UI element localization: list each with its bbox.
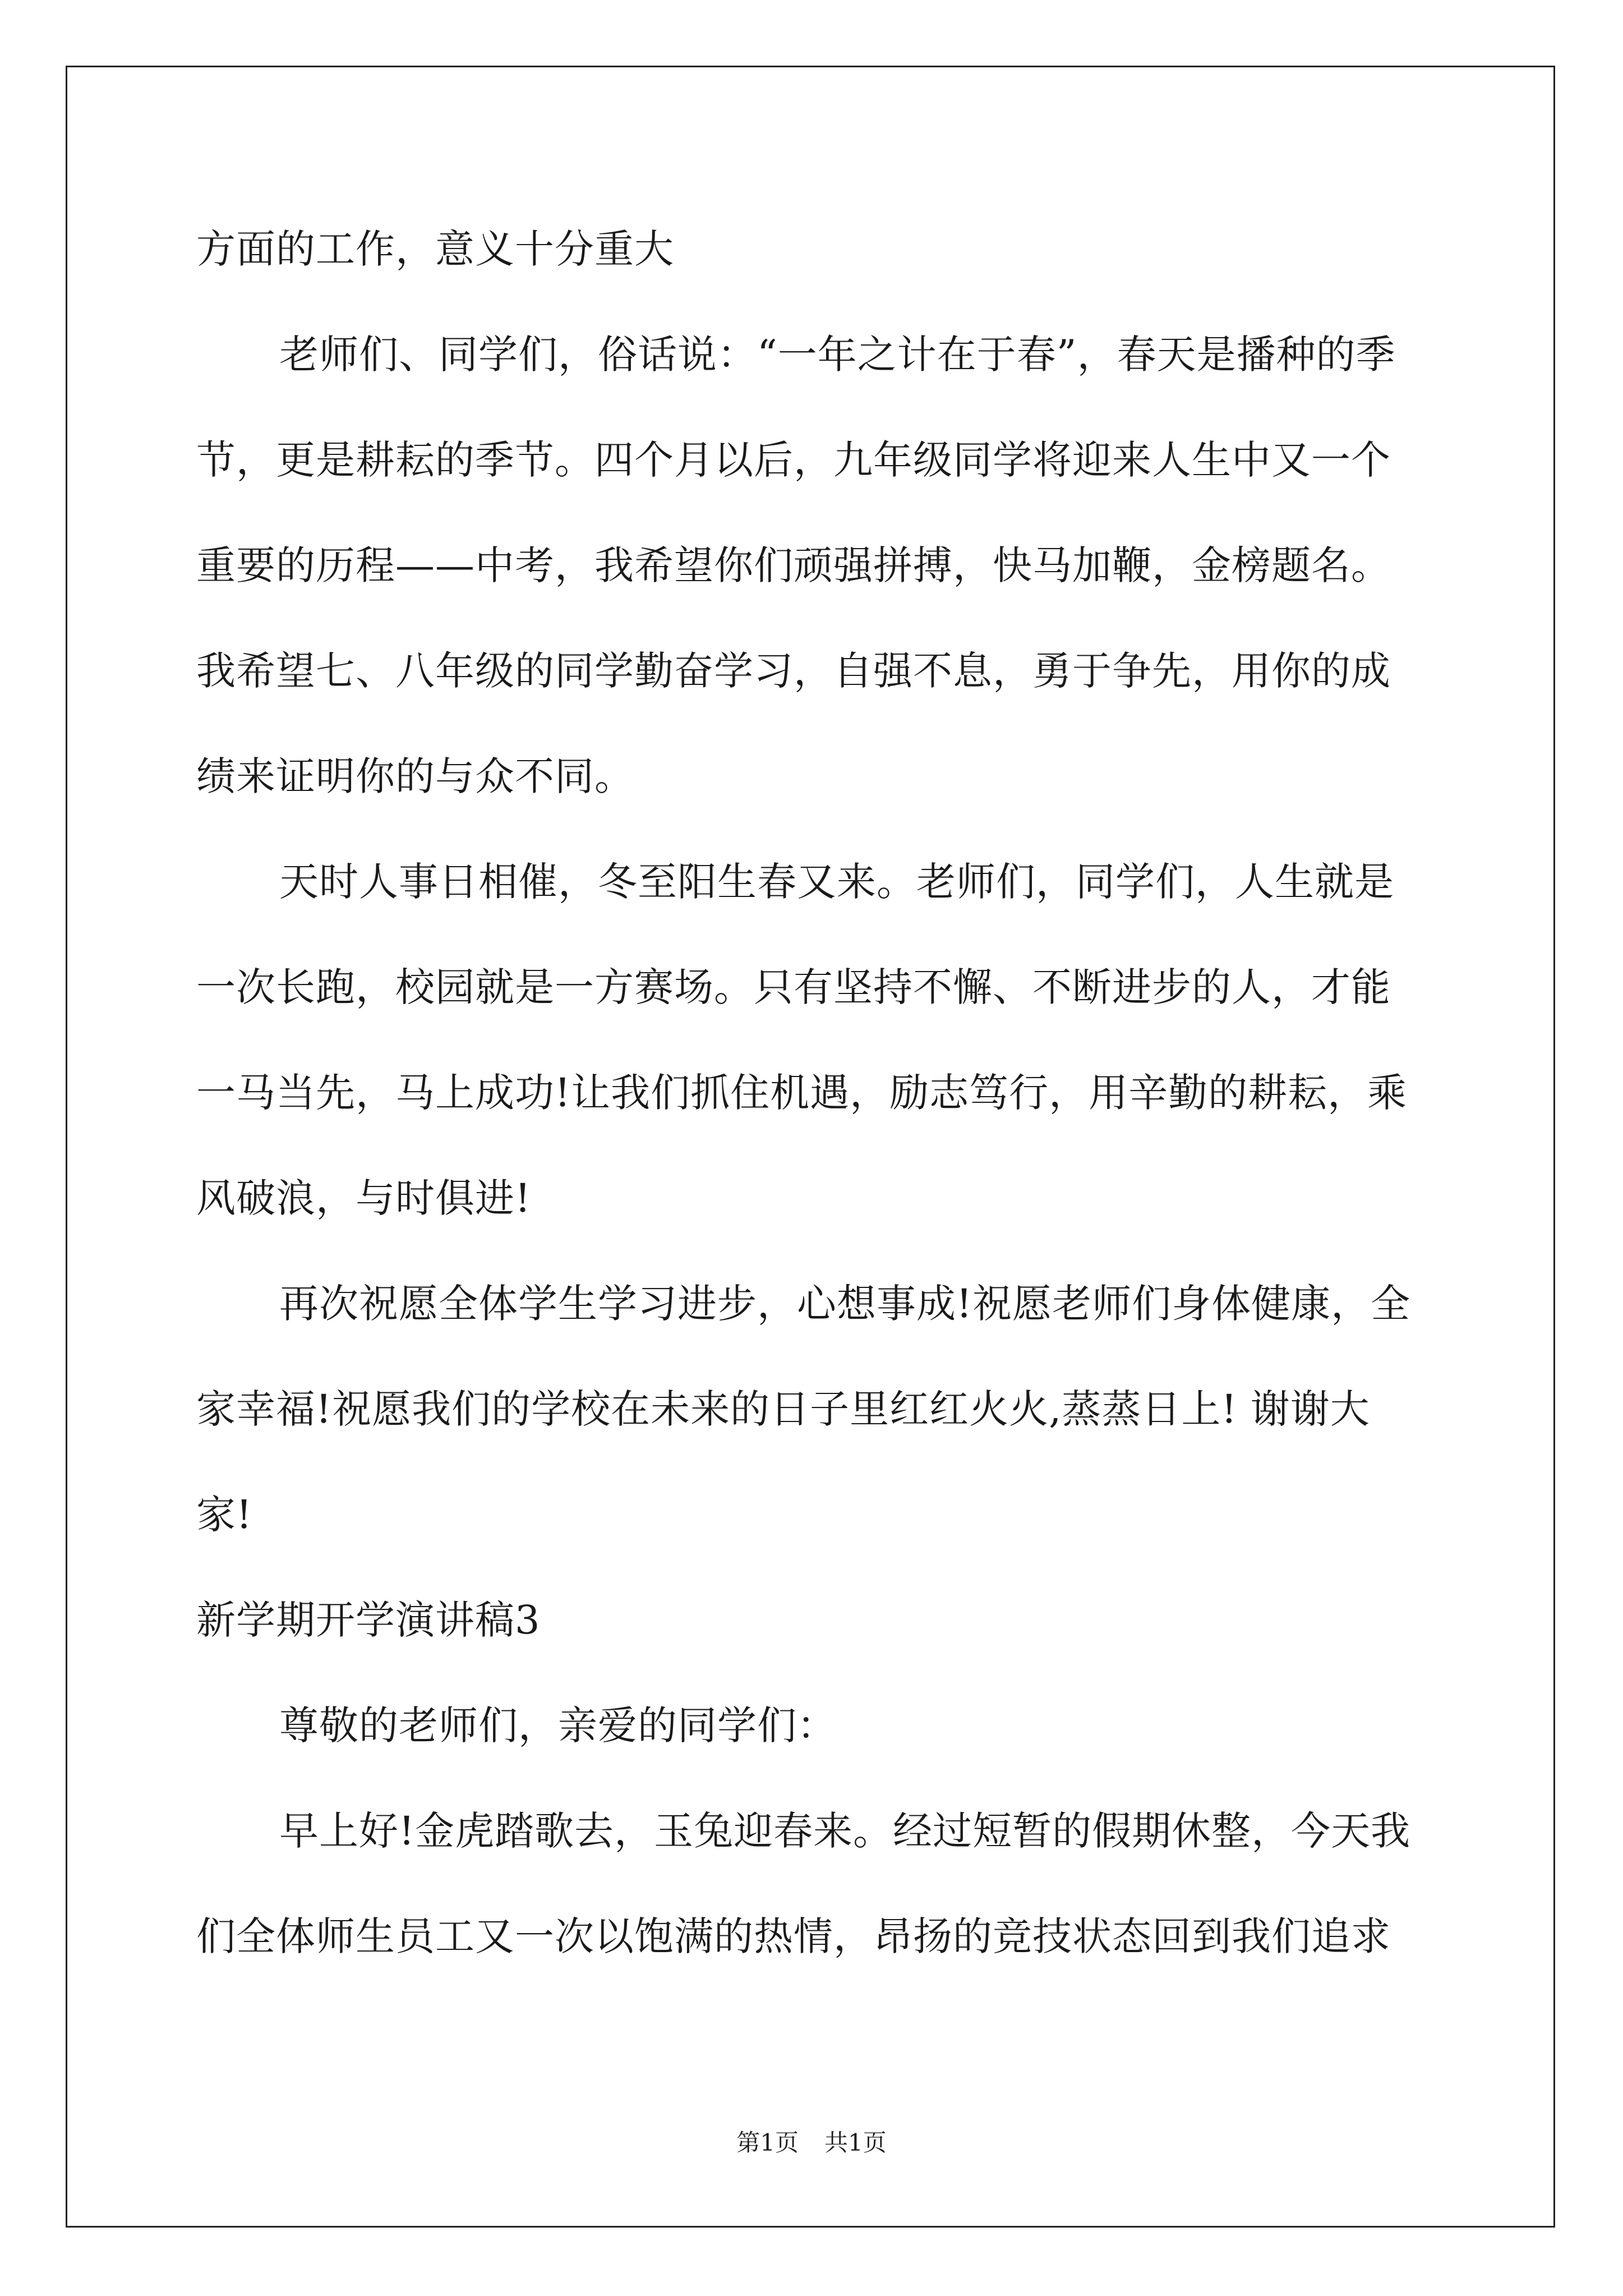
- text-line: 早上好!金虎踏歌去，玉兔迎春来。经过短暂的假期休整，今天我: [279, 1808, 1411, 1854]
- text-line: 重要的历程——中考，我希望你们顽强拼搏，快马加鞭，金榜题名。: [196, 542, 1391, 588]
- text-line: 们全体师生员工又一次以饱满的热情，昂扬的竞技状态回到我们追求: [196, 1913, 1391, 1959]
- text-line: 我希望七、八年级的同学勤奋学习，自强不息，勇于争先，用你的成: [196, 648, 1391, 694]
- text-line: 再次祝愿全体学生学习进步，心想事成!祝愿老师们身体健康，全: [279, 1281, 1411, 1327]
- text-line: 风破浪，与时俱进!: [196, 1175, 532, 1221]
- page-total: 共1页: [824, 2129, 887, 2156]
- text-line: 尊敬的老师们，亲爱的同学们：: [279, 1703, 837, 1749]
- text-line: 节，更是耕耘的季节。四个月以后，九年级同学将迎来人生中又一个: [196, 437, 1391, 483]
- text-line: 家!: [196, 1492, 253, 1538]
- text-line: 家幸福!祝愿我们的学校在未来的日子里红红火火,蒸蒸日上! 谢谢大: [196, 1386, 1370, 1432]
- text-line: 天时人事日相催，冬至阳生春又来。老师们，同学们，人生就是: [279, 859, 1394, 905]
- text-line: 老师们、同学们，俗话说：“一年之计在于春”，春天是播种的季: [279, 332, 1396, 378]
- text-line: 一次长跑，校园就是一方赛场。只有坚持不懈、不断进步的人，才能: [196, 964, 1391, 1010]
- page-footer: [0, 2129, 1623, 2157]
- page-number: 第1页: [736, 2129, 799, 2156]
- text-line: 新学期开学演讲稿3: [196, 1597, 541, 1643]
- text-line: 绩来证明你的与众不同。: [196, 753, 634, 799]
- document-body: [196, 216, 1430, 2009]
- text-line: 方面的工作，意义十分重大: [196, 226, 674, 272]
- text-line: 一马当先，马上成功!让我们抓住机遇，励志笃行，用辛勤的耕耘，乘: [196, 1070, 1408, 1116]
